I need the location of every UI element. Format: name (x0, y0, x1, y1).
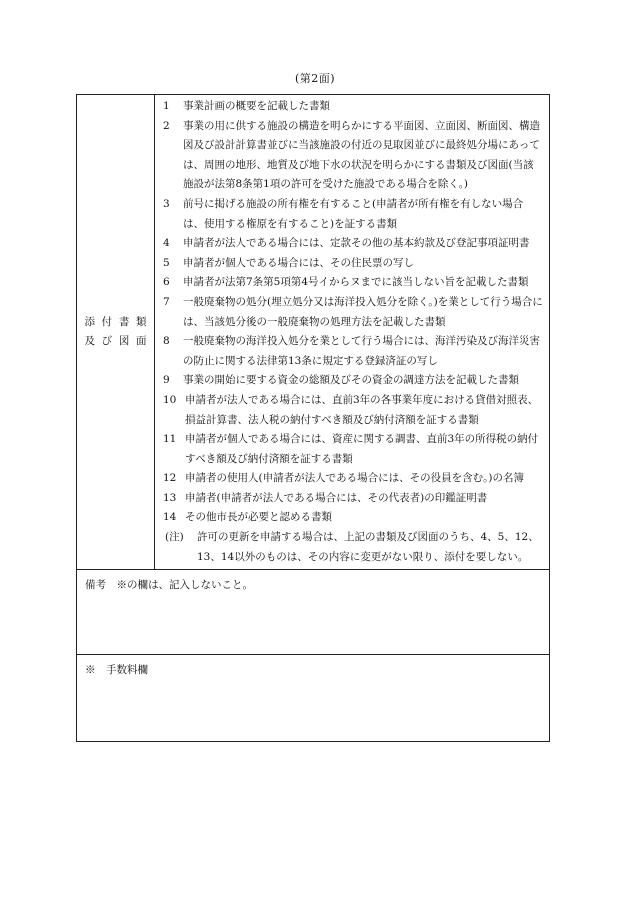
attachment-item-number: 13 (163, 491, 177, 504)
remarks-cell (77, 570, 550, 655)
attachment-item (163, 469, 543, 489)
attachment-item-number: 8 (163, 335, 170, 348)
attachment-item-text: 前号に掲げる施設の所有権を有すること(申請者が所有権を有しない場合は、使用する権原を有すること)を証する書類 (183, 197, 524, 230)
attachments-label-cell (77, 95, 155, 570)
attachments-row (77, 95, 550, 570)
attachment-item-text: 事業計画の概要を記載した書類 (183, 100, 330, 112)
attachment-item-number: 4 (163, 237, 170, 250)
attachment-item-text: 申請者が個人である場合には、その住民票の写し (183, 256, 414, 269)
attachment-item-number: 11 (163, 433, 177, 446)
attachment-item-text: 申請者の使用人(申請者が法人である場合には、その役員を含む。)の名簿 (185, 472, 524, 485)
attachment-item (163, 293, 543, 332)
attachment-item (163, 195, 543, 234)
page-header: (第2面) (294, 72, 336, 85)
attachment-item (163, 508, 543, 528)
attachment-item-number: 1 (163, 100, 170, 112)
attachment-item (163, 391, 543, 430)
attachment-item-text: 一般廃棄物の海洋投入処分を業として行う場合には、海洋汚染及び海洋災害の防止に関する法律第13条に規定する登録済証の写し (183, 335, 540, 367)
note-text: 許可の更新を申請する場合は、上記の書類及び図面のうち、4、5、12、13、14以外のものは、その内容に変更がない限り、添付を要しない。 (197, 531, 539, 563)
attachment-item-number: 7 (163, 295, 170, 308)
attachment-item (163, 234, 543, 254)
fee-label: ※ 手数料欄 (85, 664, 148, 677)
attachments-label-line1: 添付書類 (84, 315, 147, 328)
attachment-item (163, 97, 543, 117)
attachment-item (163, 371, 543, 391)
remarks-row (77, 570, 550, 655)
attachments-content-cell (155, 95, 550, 570)
attachment-item-number: 14 (163, 511, 177, 524)
attachment-item-number: 2 (163, 119, 170, 132)
fee-row (77, 655, 550, 742)
attachment-item-text: 事業の用に供する施設の構造を明らかにする平面図、立面図、断面図、構造図及び設計計算書並びに当該施設の付近の見取図並びに最終処分場にあっては、周囲の地形、地質及び地下水の状況を明らかにする書類及び図面(当該施設が法第8条第1項の許可を受けた施設である場合を除く。) (183, 119, 540, 191)
attachment-item (163, 254, 543, 274)
remarks-text: 備考 ※の欄は、記入しないこと。 (85, 579, 253, 592)
application-form-table (76, 94, 550, 742)
attachment-item (163, 430, 543, 469)
attachment-item-number: 9 (163, 374, 170, 387)
attachment-item-number: 6 (163, 276, 170, 289)
attachment-item (163, 117, 543, 195)
attachment-item (163, 332, 543, 371)
attachment-item-number: 10 (163, 393, 177, 406)
attachment-item-number: 12 (163, 472, 177, 485)
attachments-list (163, 97, 543, 528)
attachment-item-text: 申請者が法第7条第5項第4号イからヌまでに該当しない旨を記載した書類 (183, 276, 529, 289)
attachment-item-text: 申請者が個人である場合には、資産に関する調書、直前3年の所得税の納付すべき額及び納付済額を証する書類 (185, 433, 539, 465)
fee-cell (77, 655, 550, 742)
attachment-item-text: 申請者が法人である場合には、定款その他の基本約款及び登記事項証明書 (183, 237, 530, 250)
attachment-item-text: その他市長が必要と認める書類 (185, 511, 332, 524)
attachment-item (163, 489, 543, 509)
attachment-item-text: 申請者が法人である場合には、直前3年の各事業年度における貸借対照表、損益計算書、法人税の納付すべき額及び納付済額を証する書類 (185, 393, 539, 426)
note-label: (注) (165, 531, 184, 544)
attachment-item-text: 一般廃棄物の処分(埋立処分又は海洋投入処分を除く。)を業として行う場合には、当該処分後の一般廃棄物の処理方法を記載した書類 (183, 295, 543, 328)
attachments-note (163, 528, 543, 567)
attachment-item-number: 5 (163, 256, 170, 269)
attachment-item (163, 273, 543, 293)
attachment-item-text: 事業の開始に要する資金の総額及びその資金の調達方法を記載した書類 (183, 374, 519, 387)
attachments-label-line2: 及び図面 (84, 335, 147, 348)
attachment-item-text: 申請者(申請者が法人である場合には、その代表者)の印鑑証明書 (185, 491, 488, 504)
attachment-item-number: 3 (163, 197, 170, 210)
